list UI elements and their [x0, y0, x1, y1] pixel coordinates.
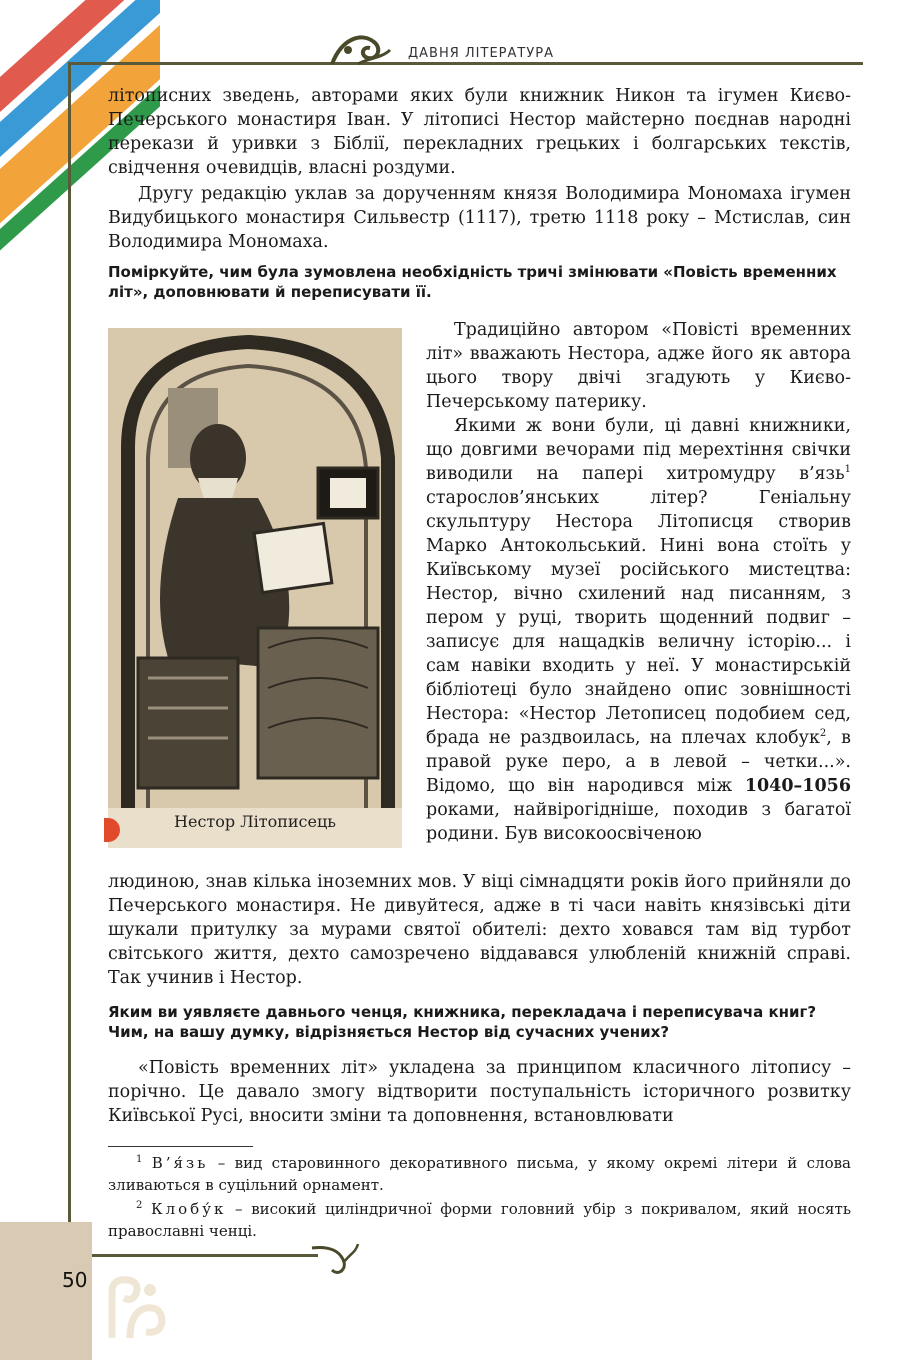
page-number: 50 [62, 1268, 88, 1292]
question-2: Яким ви уявляєте давнього ченця, книжника, перекладача і переписувача книг? Чим, на вашу думку, відрізняється Нестор від сучасних учених? [108, 1003, 817, 1041]
nestor-engraving-image [108, 328, 402, 808]
footnote-2-mark: 2 [136, 1200, 143, 1211]
footnote-1-mark: 1 [136, 1154, 143, 1165]
paragraph-3: Традиційно автором «Повісті временних літ» вважають Нестора, адже його як автора цього твору двічі згадують у Києво-Печерському патерику. [426, 320, 851, 412]
flourish-ornament-icon [328, 28, 392, 74]
footnote-1-text: – вид старовинного декоративного письма, у якому окремі літери й слова зливаються в суцільний орнамент. [108, 1154, 851, 1194]
paragraph-6: «Повість временних літ» укладена за принципом класичного літопису – порічно. Це давало змогу відтворити поступальність історичного розвитку Київської Русі, вносити зміни та доповнення, встановлювати [108, 1058, 851, 1126]
paragraph-2: Другу редакцію уклав за дорученням князя Володимира Мономаха ігумен Видубицького монастиря Сильвестр (1117), третю 1118 року – Мстислав, син Володимира Мономаха. [108, 184, 851, 252]
footnote-2 [108, 1198, 851, 1242]
question-1: Поміркуйте, чим була зумовлена необхідність тричі змінювати «Повість временних літ», доповнювати й переписувати її. [108, 263, 837, 301]
frame-bottom-line [68, 1254, 318, 1257]
paragraph-4-part-b: старослов’янських літер? Геніальну скульптуру Нестора Літописця створив Марко Антокольський. Нині вона стоїть у Київському музеї російського мистецтва: Нестор, вічно схилений над писанням, з пером у руці, творить щоденний подвиг – записує для нащадків величну історію... і сам навіки входить у неї. У монастирській бібліотеці було знайдено опис зовнішності Нестора: «Нестор Летописец подобием сед, брада не раздвоилась, на плечах клобук [426, 488, 851, 748]
footnote-rule [108, 1146, 253, 1147]
bottom-flourish-icon [310, 1240, 360, 1280]
paragraph-4 [426, 414, 851, 846]
footnote-ref-2: 2 [819, 728, 827, 740]
paragraph-4-part-c: , в правой руке перо, а в левой – четки...». Відомо, що він народився між [426, 728, 851, 796]
frame-left-line [68, 62, 71, 1257]
section-title: ДАВНЯ ЛІТЕРАТУРА [408, 46, 554, 61]
frame-top-line [68, 62, 863, 65]
paragraph-4-part-d: роками, найвірогідніше, походив з багатої родини. Був високоосвіченою [426, 800, 851, 844]
footnote-ref-1: 1 [844, 464, 851, 476]
paragraph-4-part-a: Якими ж вони були, ці давні книжники, що довгими вечорами під мерехтіння свічки виводили на папері хитромудру в’язь [426, 416, 851, 484]
monogram-ornament-icon [100, 1272, 170, 1344]
nestor-illustration [108, 328, 402, 848]
footnote-2-text: – високий циліндричної форми головний убір з покривалом, який носять православні ченці. [108, 1200, 851, 1240]
footnote-2-term: Клобу́к [151, 1200, 227, 1218]
illustration-caption: Нестор Літописець [174, 812, 336, 831]
paragraph-5: людиною, знав кілька іноземних мов. У віці сімнадцяти років його прийняли до Печерського монастиря. Не дивуйтеся, адже в ті часи навіть князівські діти шукали притулку за мурами святої обителі: дехто ховався там від турбот світського життя, дехто самозречено віддавався улюбленій книжній справі. Так учинив і Нестор. [108, 872, 851, 988]
birth-years: 1040–1056 [744, 776, 851, 796]
paragraph-1: літописних зведень, авторами яких були книжник Никон та ігумен Києво-Печерського монастиря Іван. У літописі Нестор майстерно поєднав народні перекази й уривки з Біблії, перекладних грецьких і болгарських текстів, свідчення очевидців, власні роздуми. [108, 86, 851, 178]
footnote-1-term: В’я́зь [151, 1154, 209, 1172]
footnote-1 [108, 1152, 851, 1196]
